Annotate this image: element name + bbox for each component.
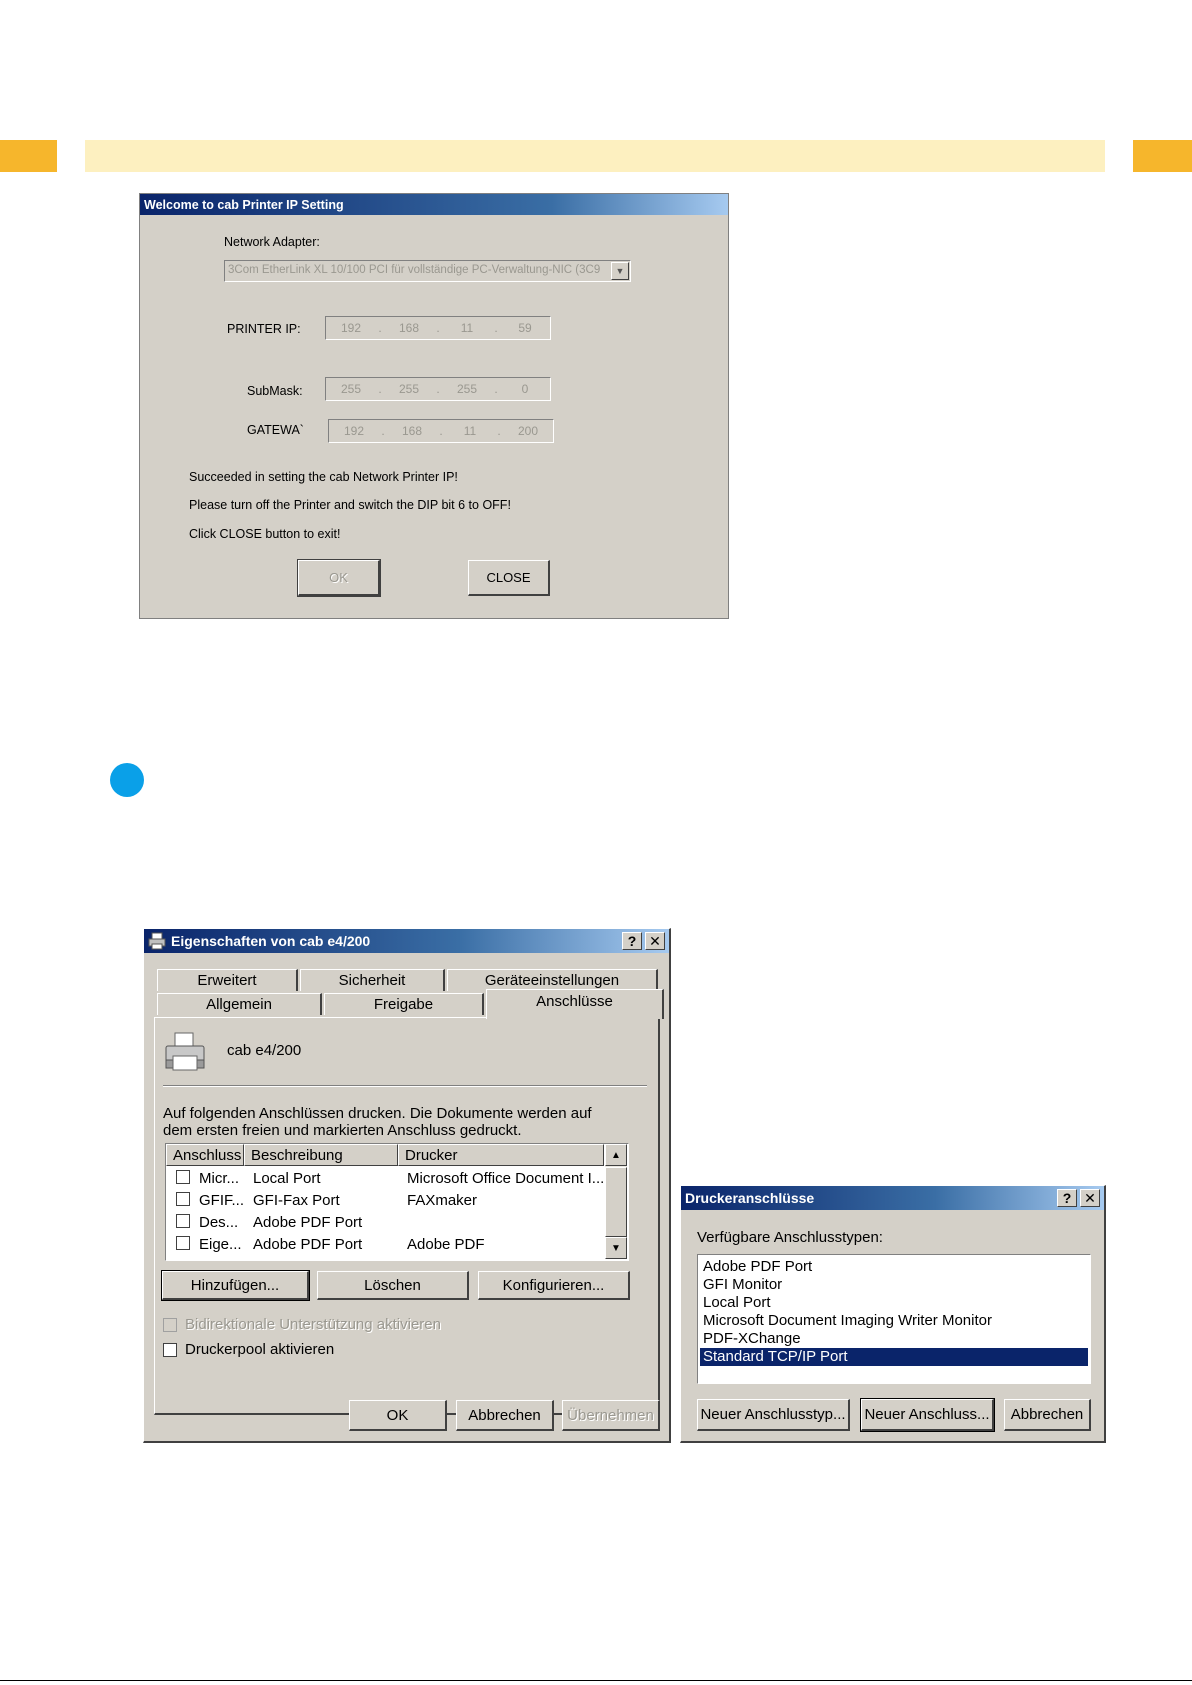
printer-ip-label: PRINTER IP: xyxy=(227,322,301,336)
help-icon[interactable]: ? xyxy=(622,932,642,950)
new-port-button[interactable]: Neuer Anschluss... xyxy=(861,1399,994,1431)
ok-button[interactable]: OK xyxy=(298,560,380,596)
pool-checkbox[interactable] xyxy=(163,1343,177,1357)
port-name: Des... xyxy=(199,1214,239,1231)
ports-title: Druckeranschlüsse xyxy=(685,1190,815,1206)
configure-port-button[interactable]: Konfigurieren... xyxy=(478,1271,630,1300)
tab-sicherheit[interactable]: Sicherheit xyxy=(300,969,445,991)
header-accent-right xyxy=(1133,140,1192,172)
list-item[interactable]: PDF-XChange xyxy=(703,1330,801,1347)
list-item[interactable]: GFI Monitor xyxy=(703,1276,783,1293)
port-printer: Adobe PDF xyxy=(407,1236,485,1253)
printer-ports-dialog xyxy=(680,1185,1106,1443)
printer-ip-field[interactable]: 192 . 168 . 11 . 59 xyxy=(325,316,551,340)
ok-button[interactable]: OK xyxy=(349,1400,447,1431)
status-message-close: Click CLOSE button to exit! xyxy=(189,527,341,541)
info-icon xyxy=(110,763,144,797)
ip-octet: 255 xyxy=(456,382,478,396)
properties-title: Eigenschaften von cab e4/200 xyxy=(171,933,371,949)
ip-octet: 192 xyxy=(340,321,362,335)
footer-rule xyxy=(0,1680,1192,1681)
printer-icon xyxy=(148,932,166,950)
ip-setting-title: Welcome to cab Printer IP Setting xyxy=(144,197,344,212)
scrollbar-thumb[interactable] xyxy=(605,1167,627,1237)
port-checkbox[interactable] xyxy=(176,1236,190,1250)
port-types-list[interactable] xyxy=(697,1254,1091,1384)
submask-field[interactable]: 255 . 255 . 255 . 0 xyxy=(325,377,551,401)
list-item[interactable] xyxy=(166,1190,606,1212)
ports-tab-panel xyxy=(154,1017,660,1415)
list-item[interactable] xyxy=(166,1234,606,1256)
ip-octet: 255 xyxy=(398,382,420,396)
ip-octet: 11 xyxy=(463,424,477,438)
ip-octet: 255 xyxy=(340,382,362,396)
tab-anschluesse[interactable]: Anschlüsse xyxy=(486,989,664,1019)
chevron-down-icon[interactable]: ▼ xyxy=(611,262,629,280)
scroll-down-icon[interactable]: ▼ xyxy=(605,1237,627,1259)
printer-name: cab e4/200 xyxy=(227,1042,302,1059)
column-header-drucker[interactable]: Drucker xyxy=(398,1144,604,1166)
ip-octet: 11 xyxy=(460,321,474,335)
ip-octet: 59 xyxy=(518,321,532,335)
column-header-beschreibung[interactable]: Beschreibung xyxy=(244,1144,398,1166)
ip-octet: 0 xyxy=(521,382,529,396)
port-types-label: Verfügbare Anschlusstypen: xyxy=(697,1229,883,1246)
port-description: GFI-Fax Port xyxy=(253,1192,340,1209)
divider xyxy=(163,1085,647,1087)
status-message-dip: Please turn off the Printer and switch the DIP bit 6 to OFF! xyxy=(189,498,511,512)
printer-properties-dialog xyxy=(143,928,671,1443)
port-name: GFIF... xyxy=(199,1192,244,1209)
header-band xyxy=(85,140,1105,172)
ip-octet: 200 xyxy=(517,424,539,438)
ip-octet: 168 xyxy=(398,321,420,335)
new-port-type-button[interactable]: Neuer Anschlusstyp... xyxy=(697,1399,850,1431)
ports-list[interactable] xyxy=(165,1143,629,1261)
list-item[interactable] xyxy=(166,1168,606,1190)
cancel-button[interactable]: Abbrechen xyxy=(456,1400,554,1431)
close-button[interactable]: CLOSE xyxy=(468,560,550,596)
delete-port-button[interactable]: Löschen xyxy=(317,1271,469,1300)
bidi-label: Bidirektionale Unterstützung aktivieren xyxy=(185,1316,441,1333)
tab-freigabe[interactable]: Freigabe xyxy=(324,993,484,1015)
port-description: Adobe PDF Port xyxy=(253,1214,363,1231)
status-message-success: Succeeded in setting the cab Network Printer IP! xyxy=(189,470,458,484)
ports-description-line1: Auf folgenden Anschlüssen drucken. Die Dokumente werden auf xyxy=(163,1105,592,1122)
port-checkbox[interactable] xyxy=(176,1192,190,1206)
list-item-selected[interactable]: Standard TCP/IP Port xyxy=(700,1348,1088,1366)
gateway-field[interactable]: 192 . 168 . 11 . 200 xyxy=(328,419,554,443)
tab-geraeteeinstellungen[interactable]: Geräteeinstellungen xyxy=(447,969,658,991)
network-adapter-label: Network Adapter: xyxy=(224,235,320,249)
printer-icon xyxy=(163,1030,207,1074)
port-printer: Microsoft Office Document I... xyxy=(407,1170,605,1187)
column-header-anschluss[interactable]: Anschluss xyxy=(166,1144,244,1166)
close-icon[interactable]: ✕ xyxy=(1080,1189,1100,1207)
tab-erweitert[interactable]: Erweitert xyxy=(157,969,298,991)
ip-setting-titlebar xyxy=(140,194,728,215)
ports-titlebar xyxy=(681,1186,1104,1210)
submask-label: SubMask: xyxy=(247,384,303,398)
port-checkbox[interactable] xyxy=(176,1170,190,1184)
bidi-checkbox[interactable] xyxy=(163,1318,177,1332)
ip-octet: 192 xyxy=(343,424,365,438)
ip-octet: 168 xyxy=(401,424,423,438)
list-item[interactable]: Local Port xyxy=(703,1294,771,1311)
port-name: Eige... xyxy=(199,1236,242,1253)
cancel-button[interactable]: Abbrechen xyxy=(1004,1399,1091,1431)
tab-allgemein[interactable]: Allgemein xyxy=(157,993,322,1015)
ports-description-line2: dem ersten freien und markierten Anschluss gedruckt. xyxy=(163,1122,522,1139)
ip-setting-dialog xyxy=(139,193,729,619)
network-adapter-value: 3Com EtherLink XL 10/100 PCI für vollständige PC-Verwaltung-NIC (3C9 xyxy=(228,264,601,276)
list-item[interactable]: Adobe PDF Port xyxy=(703,1258,813,1275)
properties-titlebar xyxy=(144,929,669,953)
close-icon[interactable]: ✕ xyxy=(645,932,665,950)
ports-list-scrollbar[interactable] xyxy=(605,1144,627,1259)
pool-label: Druckerpool aktivieren xyxy=(185,1341,335,1358)
scroll-up-icon[interactable]: ▲ xyxy=(605,1144,627,1166)
list-item[interactable] xyxy=(166,1212,606,1234)
port-checkbox[interactable] xyxy=(176,1214,190,1228)
port-printer: FAXmaker xyxy=(407,1192,478,1209)
help-icon[interactable]: ? xyxy=(1057,1189,1077,1207)
add-port-button[interactable]: Hinzufügen... xyxy=(162,1271,309,1300)
network-adapter-select[interactable] xyxy=(224,260,631,282)
port-description: Adobe PDF Port xyxy=(253,1236,363,1253)
gateway-label: GATEWA` xyxy=(247,423,304,437)
header-accent-left xyxy=(0,140,57,172)
apply-button[interactable]: Übernehmen xyxy=(562,1400,660,1431)
port-name: Micr... xyxy=(199,1170,239,1187)
port-description: Local Port xyxy=(253,1170,321,1187)
list-item[interactable]: Microsoft Document Imaging Writer Monitor xyxy=(703,1312,992,1329)
